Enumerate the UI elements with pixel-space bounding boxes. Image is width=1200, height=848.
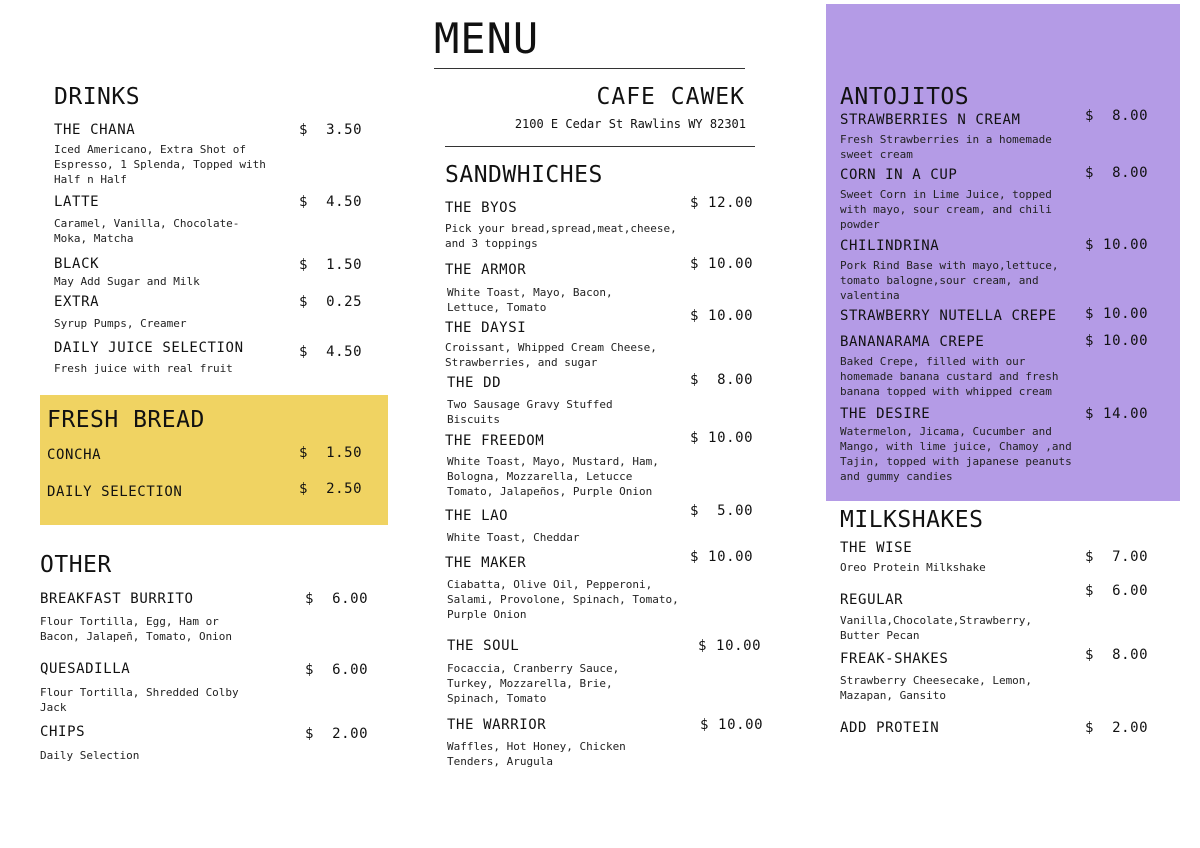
antojito-price: $ 8.00: [1085, 165, 1149, 181]
menu-title: MENU: [434, 14, 540, 63]
drink-description: Syrup Pumps, Creamer: [54, 317, 187, 330]
other-price: $ 6.00: [305, 591, 369, 607]
other-description: Daily Selection: [40, 749, 140, 762]
antojito-name: BANANARAMA CREPE: [840, 334, 985, 350]
drink-price: $ 1.50: [299, 257, 363, 273]
sandwich-price: $ 10.00: [698, 638, 762, 654]
other-price: $ 2.00: [305, 726, 369, 742]
sandwich-name: THE SOUL: [447, 638, 520, 654]
milkshake-description: Vanilla,Chocolate,Strawberry, Butter Pecan: [840, 614, 1033, 642]
milkshake-name: THE WISE: [840, 540, 913, 556]
sandwich-name: THE LAO: [445, 508, 509, 524]
sandwich-price: $ 10.00: [690, 256, 754, 272]
bread-name: DAILY SELECTION: [47, 484, 183, 500]
sandwich-description: Two Sausage Gravy Stuffed Biscuits: [447, 398, 613, 426]
sandwich-description: Ciabatta, Olive Oil, Pepperoni, Salami, Provolone, Spinach, Tomato, Purple Onion: [447, 578, 679, 621]
sandwich-price: $ 10.00: [690, 430, 754, 446]
antojito-price: $ 10.00: [1085, 333, 1149, 349]
sandwich-price: $ 5.00: [690, 503, 754, 519]
drink-price: $ 3.50: [299, 122, 363, 138]
sandwich-description: White Toast, Cheddar: [447, 531, 580, 544]
drink-price: $ 4.50: [299, 194, 363, 210]
sandwich-description: Waffles, Hot Honey, Chicken Tenders, Arugula: [447, 740, 626, 768]
cafe-name: CAFE CAWEK: [596, 84, 745, 110]
antojito-name: STRAWBERRIES N CREAM: [840, 112, 1021, 128]
other-name: QUESADILLA: [40, 661, 131, 677]
sandwich-price: $ 10.00: [700, 717, 764, 733]
sandwich-description: White Toast, Mayo, Bacon, Lettuce, Tomato: [447, 286, 613, 314]
drink-description: Fresh juice with real fruit: [54, 362, 233, 375]
bread-price: $ 1.50: [299, 445, 363, 461]
drink-name: LATTE: [54, 194, 100, 210]
antojito-description: Sweet Corn in Lime Juice, topped with mayo, sour cream, and chili powder: [840, 188, 1052, 231]
drink-name: THE CHANA: [54, 122, 136, 138]
sandwich-description: Croissant, Whipped Cream Cheese, Strawberries, and sugar: [445, 341, 657, 369]
antojito-price: $ 10.00: [1085, 237, 1149, 253]
sandwich-description: Focaccia, Cranberry Sauce, Turkey, Mozzarella, Brie, Spinach, Tomato: [447, 662, 620, 705]
antojito-name: CORN IN A CUP: [840, 167, 958, 183]
milkshake-name: ADD PROTEIN: [840, 720, 940, 736]
cafe-address: 2100 E Cedar St Rawlins WY 82301: [514, 117, 746, 131]
drink-price: $ 0.25: [299, 294, 363, 310]
other-name: CHIPS: [40, 724, 86, 740]
drink-description: May Add Sugar and Milk: [54, 275, 200, 288]
bread-price: $ 2.50: [299, 481, 363, 497]
antojito-description: Baked Crepe, filled with our homemade banana custard and fresh banana topped with whipped cream: [840, 355, 1059, 398]
header-divider: [434, 68, 745, 69]
sandwich-name: THE FREEDOM: [445, 433, 545, 449]
antojito-price: $ 8.00: [1085, 108, 1149, 124]
antojito-description: Watermelon, Jicama, Cucumber and Mango, with lime juice, Chamoy ,and Tajin, topped with japanese peanuts and gummy candies: [840, 425, 1072, 483]
other-name: BREAKFAST BURRITO: [40, 591, 194, 607]
antojitos-title: ANTOJITOS: [840, 84, 970, 110]
milkshake-price: $ 7.00: [1085, 549, 1149, 565]
milkshake-price: $ 6.00: [1085, 583, 1149, 599]
milkshake-description: Oreo Protein Milkshake: [840, 561, 986, 574]
antojito-price: $ 10.00: [1085, 306, 1149, 322]
other-title: OTHER: [40, 552, 112, 578]
sandwich-name: THE ARMOR: [445, 262, 527, 278]
drink-name: BLACK: [54, 256, 100, 272]
sandwich-price: $ 10.00: [690, 549, 754, 565]
sandwich-description: Pick your bread,spread,meat,cheese, and 3 toppings: [445, 222, 677, 250]
drink-description: Caramel, Vanilla, Chocolate-Moka, Matcha: [54, 217, 240, 245]
fresh-bread-title: FRESH BREAD: [47, 407, 205, 433]
drink-name: EXTRA: [54, 294, 100, 310]
antojito-description: Fresh Strawberries in a homemade sweet cream: [840, 133, 1052, 161]
sandwich-price: $ 10.00: [690, 308, 754, 324]
drink-name: DAILY JUICE SELECTION: [54, 340, 244, 356]
milkshake-description: Strawberry Cheesecake, Lemon, Mazapan, Gansito: [840, 674, 1033, 702]
sandwich-name: THE WARRIOR: [447, 717, 547, 733]
sandwich-price: $ 12.00: [690, 195, 754, 211]
milkshakes-title: MILKSHAKES: [840, 507, 984, 533]
sandwich-name: THE DD: [447, 375, 502, 391]
sandwich-description: White Toast, Mayo, Mustard, Ham, Bologna, Mozzarella, Letucce Tomato, Jalapeños, Purple Onion: [447, 455, 659, 498]
antojito-name: STRAWBERRY NUTELLA CREPE: [840, 308, 1057, 324]
bread-name: CONCHA: [47, 447, 102, 463]
other-description: Flour Tortilla, Shredded Colby Jack: [40, 686, 239, 714]
antojito-description: Pork Rind Base with mayo,lettuce, tomato balogne,sour cream, and valentina: [840, 259, 1059, 302]
antojito-name: CHILINDRINA: [840, 238, 940, 254]
sandwich-price: $ 8.00: [690, 372, 754, 388]
drinks-title: DRINKS: [54, 84, 141, 110]
antojito-name: THE DESIRE: [840, 406, 931, 422]
other-description: Flour Tortilla, Egg, Ham or Bacon, Jalapeñ, Tomato, Onion: [40, 615, 233, 643]
milkshake-price: $ 8.00: [1085, 647, 1149, 663]
sandwich-name: THE DAYSI: [445, 320, 527, 336]
antojito-price: $ 14.00: [1085, 406, 1149, 422]
sandwich-name: THE BYOS: [445, 200, 518, 216]
drink-price: $ 4.50: [299, 344, 363, 360]
milkshake-name: FREAK-SHAKES: [840, 651, 949, 667]
address-divider: [445, 146, 755, 147]
other-price: $ 6.00: [305, 662, 369, 678]
drink-description: Iced Americano, Extra Shot of Espresso, 1 Splenda, Topped with Half n Half: [54, 143, 266, 186]
sandwich-name: THE MAKER: [445, 555, 527, 571]
sandwiches-title: SANDWHICHES: [445, 162, 603, 188]
milkshake-name: REGULAR: [840, 592, 904, 608]
milkshake-price: $ 2.00: [1085, 720, 1149, 736]
